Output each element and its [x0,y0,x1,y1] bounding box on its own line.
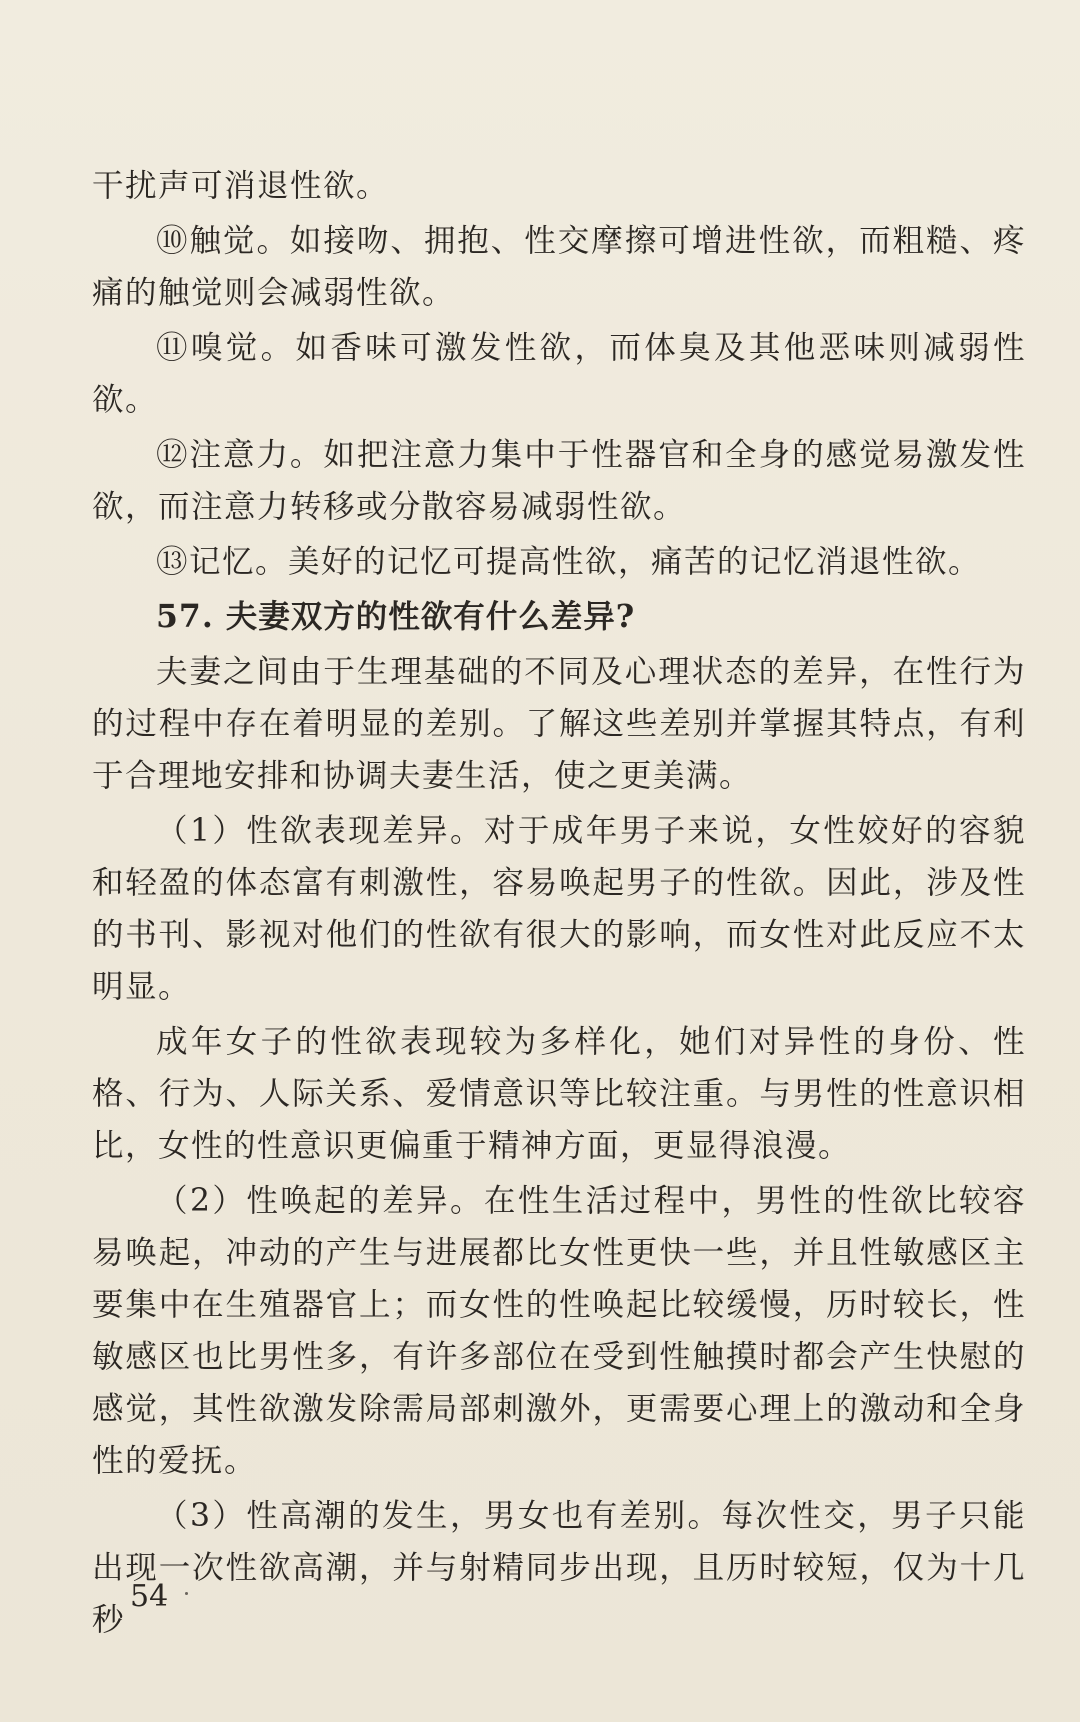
page-number: 54 [130,1579,169,1614]
paragraph-touch: ⑩触觉。如接吻、拥抱、性交摩擦可增进性欲，而粗糙、疼痛的触觉则会减弱性欲。 [92,223,1026,311]
section-heading: 57. 夫妻双方的性欲有什么差异? [156,598,636,635]
paragraph-arousal-difference: （2）性唤起的差异。在性生活过程中，男性的性欲比较容易唤起，冲动的产生与进展都比女性更快一些，并且性敏感区主要集中在生殖器官上；而女性的性唤起比较缓慢，历时较长，性敏感区也比男性多，有许多部位在受到性触摸时都会产生快慰的感觉，其性欲激发除需局部刺激外，更需要心理上的激动和全身性的爱抚。 [92,1183,1026,1479]
print-dot [185,1592,188,1595]
paragraph-climax-difference: （3）性高潮的发生，男女也有差别。每次性交，男子只能出现一次性欲高潮，并与射精同步出现，且历时较短，仅为十几秒 [92,1498,1026,1638]
paragraph-memory: ⑬记忆。美好的记忆可提高性欲，痛苦的记忆消退性欲。 [156,544,982,580]
paragraph-female-desire: 成年女子的性欲表现较为多样化，她们对异性的身份、性格、行为、人际关系、爱情意识等比较注重。与男性的性意识相比，女性的性意识更偏重于精神方面，更显得浪漫。 [92,1024,1026,1164]
paragraph-intro: 夫妻之间由于生理基础的不同及心理状态的差异，在性行为的过程中存在着明显的差别。了解这些差别并掌握其特点，有利于合理地安排和协调夫妻生活，使之更美满。 [92,654,1026,794]
paragraph-attention: ⑫注意力。如把注意力集中于性器官和全身的感觉易激发性欲，而注意力转移或分散容易减弱性欲。 [92,437,1026,525]
page-body [92,160,1026,1649]
paragraph-desire-difference: （1）性欲表现差异。对于成年男子来说，女性姣好的容貌和轻盈的体态富有刺激性，容易唤起男子的性欲。因此，涉及性的书刊、影视对他们的性欲有很大的影响，而女性对此反应不太明显。 [92,813,1026,1005]
paragraph-smell: ⑪嗅觉。如香味可激发性欲，而体臭及其他恶味则减弱性欲。 [92,330,1026,418]
paragraph-1: 干扰声可消退性欲。 [92,168,390,204]
